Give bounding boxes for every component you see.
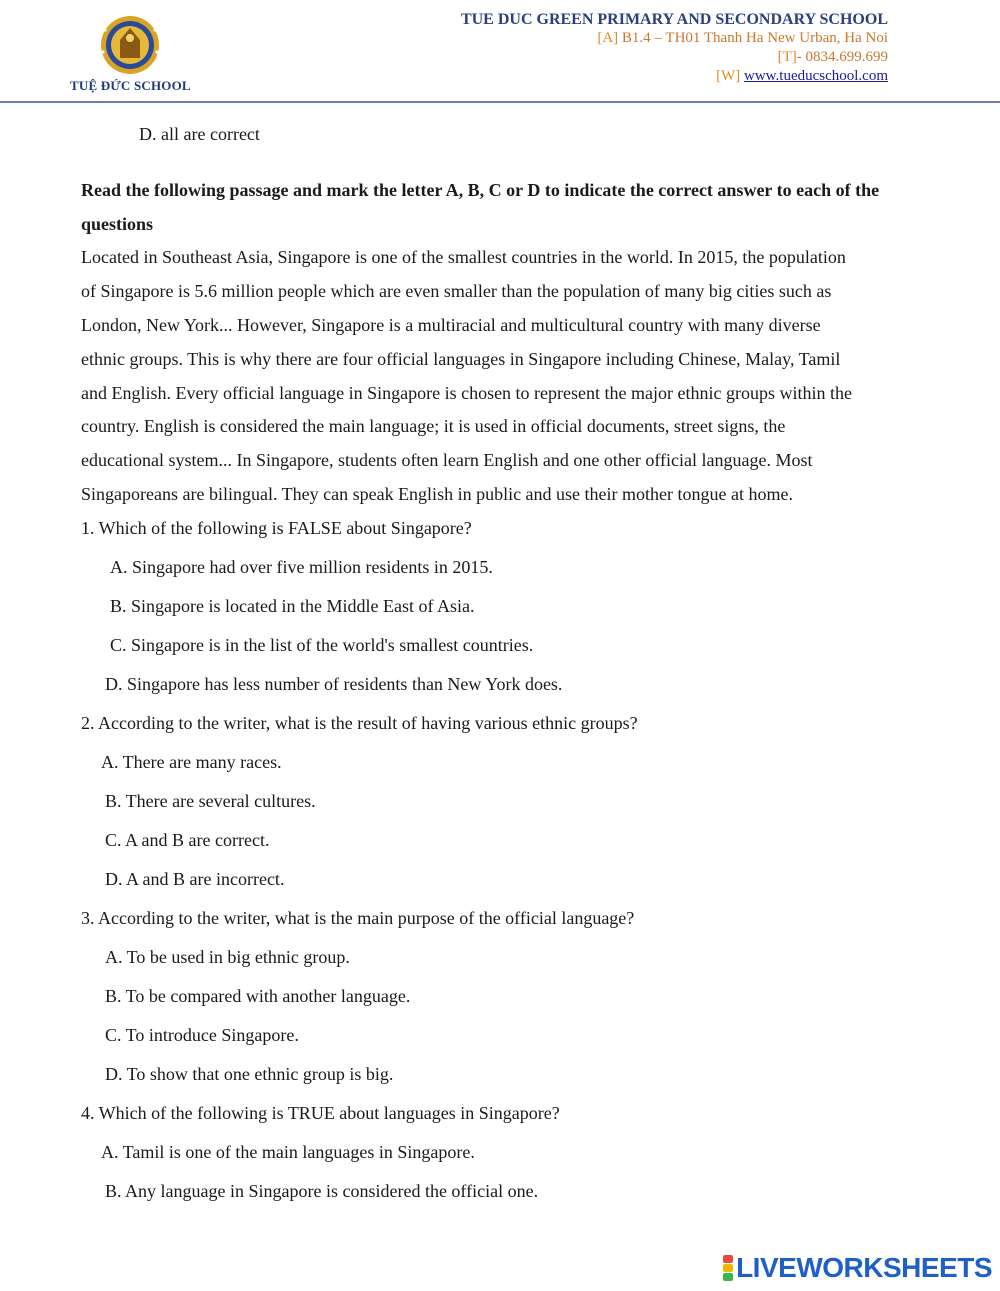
answer-option[interactable]: C. A and B are correct. bbox=[105, 829, 270, 850]
answer-option[interactable]: B. Any language in Singapore is considered the official one. bbox=[105, 1180, 539, 1201]
answer-option[interactable]: D. A and B are incorrect. bbox=[105, 868, 285, 889]
school-logo bbox=[70, 12, 190, 98]
question-2 bbox=[81, 707, 926, 902]
answer-option[interactable]: C. To introduce Singapore. bbox=[105, 1024, 299, 1045]
liveworksheets-logo-icon bbox=[723, 1255, 733, 1281]
answer-option[interactable]: B. Singapore is located in the Middle East of Asia. bbox=[110, 595, 475, 616]
header-divider bbox=[0, 101, 1000, 103]
school-crest-icon bbox=[70, 12, 190, 78]
passage-line: Singaporeans are bilingual. They can speak English in public and use their mother tongue at home. bbox=[81, 483, 793, 504]
phone-text: - 0834.699.699 bbox=[796, 49, 888, 65]
website-link[interactable]: www.tueducschool.com bbox=[744, 68, 888, 84]
answer-option[interactable]: B. To be compared with another language. bbox=[105, 985, 411, 1006]
question-text: 1. Which of the following is FALSE about Singapore? bbox=[81, 517, 472, 538]
passage-line: educational system... In Singapore, students often learn English and one other official language. Most bbox=[81, 450, 813, 471]
answer-option[interactable]: A. Singapore had over five million residents in 2015. bbox=[110, 556, 493, 577]
school-name: TUE DUC GREEN PRIMARY AND SECONDARY SCHOOL bbox=[460, 11, 888, 28]
passage-line: of Singapore is 5.6 million people which are even smaller than the population of many big cities such as bbox=[81, 281, 832, 302]
liveworksheets-brand[interactable] bbox=[723, 1253, 992, 1283]
answer-option[interactable]: B. There are several cultures. bbox=[105, 790, 316, 811]
question-4 bbox=[81, 1097, 926, 1214]
address-tag: [A] bbox=[597, 30, 619, 46]
answer-option[interactable]: D. To show that one ethnic group is big. bbox=[105, 1063, 394, 1084]
reading-instruction: Read the following passage and mark the letter A, B, C or D to indicate the correct answer to each of the questions bbox=[81, 179, 880, 234]
question-text: 3. According to the writer, what is the main purpose of the official language? bbox=[81, 907, 635, 928]
passage-line: ethnic groups. This is why there are four official languages in Singapore including Chinese, Malay, Tamil bbox=[81, 348, 841, 369]
passage-line: country. English is considered the main language; it is used in official documents, street signs, the bbox=[81, 416, 786, 437]
question-text: 4. Which of the following is TRUE about languages in Singapore? bbox=[81, 1102, 560, 1123]
phone-line bbox=[461, 48, 888, 67]
website-line bbox=[461, 67, 888, 86]
brand-text: LIVEWORKSHEETS bbox=[736, 1252, 992, 1283]
question-3 bbox=[81, 902, 926, 1097]
question-1 bbox=[81, 512, 926, 707]
worksheet-content bbox=[81, 118, 926, 1214]
passage-line: Located in Southeast Asia, Singapore is one of the smallest countries in the world. In 2015, the population bbox=[81, 247, 846, 268]
answer-option[interactable]: A. There are many races. bbox=[101, 751, 282, 772]
reading-passage bbox=[81, 241, 926, 511]
answer-option[interactable]: D. Singapore has less number of residents than New York does. bbox=[105, 673, 563, 694]
answer-option[interactable]: A. Tamil is one of the main languages in Singapore. bbox=[101, 1141, 475, 1162]
website-tag: [W] bbox=[716, 68, 741, 84]
passage-line: London, New York... However, Singapore is a multiracial and multicultural country with many diverse bbox=[81, 314, 821, 335]
phone-tag: [T] bbox=[777, 49, 797, 65]
page-header bbox=[0, 0, 1000, 104]
logo-text: TUỆ ĐỨC SCHOOL bbox=[70, 78, 191, 93]
question-text: 2. According to the writer, what is the result of having various ethnic groups? bbox=[81, 712, 638, 733]
address-line bbox=[461, 29, 888, 48]
answer-option[interactable]: C. Singapore is in the list of the world's smallest countries. bbox=[110, 634, 534, 655]
school-contact-block bbox=[461, 10, 888, 86]
passage-line: and English. Every official language in Singapore is chosen to represent the major ethnic groups within the bbox=[81, 382, 852, 403]
previous-answer-option: D. all are correct bbox=[139, 124, 260, 144]
address-text: B1.4 – TH01 Thanh Ha New Urban, Ha Noi bbox=[618, 30, 888, 46]
answer-option[interactable]: A. To be used in big ethnic group. bbox=[105, 946, 350, 967]
